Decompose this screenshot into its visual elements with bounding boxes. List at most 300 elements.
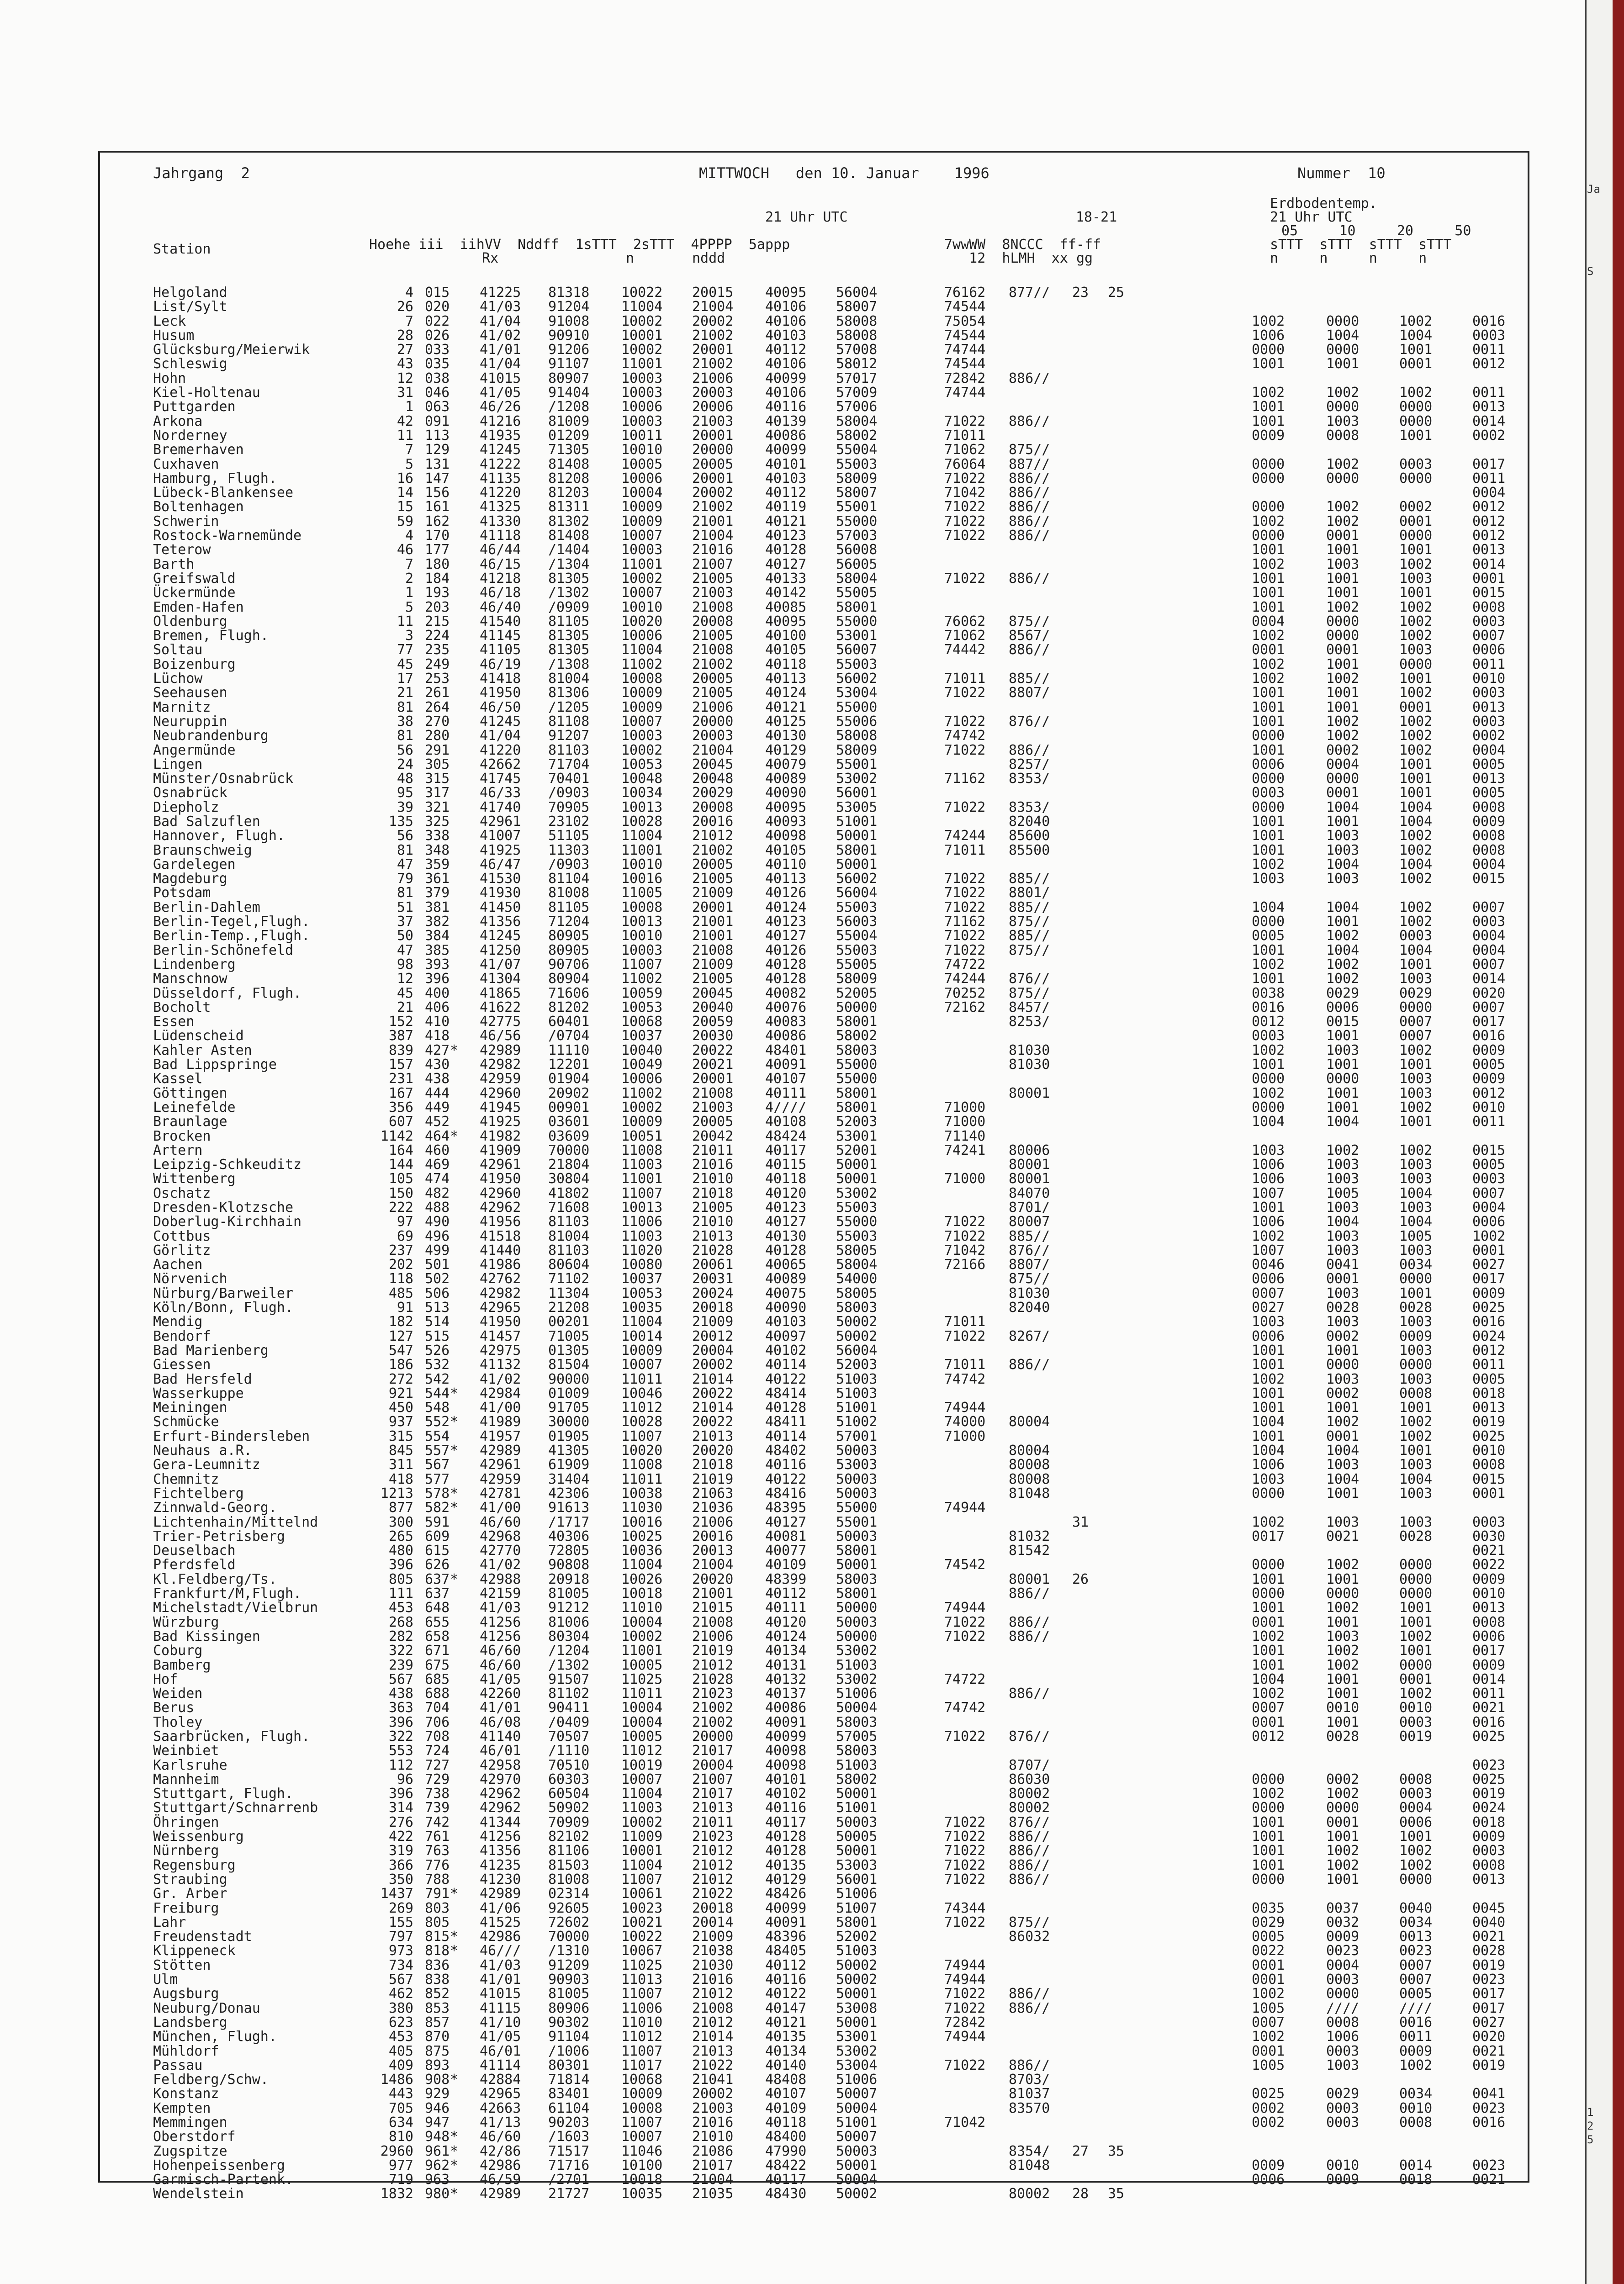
soil-temp-10: 1003 <box>1326 1285 1360 1301</box>
group-7wwww: 71022 <box>944 899 986 915</box>
soil-temp-50: 0012 <box>1472 513 1506 529</box>
table-row <box>153 1900 1506 1916</box>
soil-temp-50: 0007 <box>1472 899 1506 915</box>
group-2sttt: 20002 <box>692 313 734 329</box>
group-1sttt: 10010 <box>621 442 663 458</box>
group-4pppp: 40098 <box>765 1743 807 1759</box>
group-8nccc: 885// <box>1009 671 1050 687</box>
group-2sttt: 21006 <box>692 1628 734 1644</box>
group-nddff: 70909 <box>548 1814 590 1830</box>
soil-temp-05: 1001 <box>1252 842 1285 858</box>
group-1sttt: 11011 <box>621 1371 663 1387</box>
group-1sttt: 10022 <box>621 1929 663 1945</box>
table-row <box>153 2100 1506 2116</box>
soil-temp-50: 0012 <box>1472 1342 1506 1359</box>
soil-temp-05: 1003 <box>1252 871 1285 887</box>
table-row <box>153 1228 1506 1244</box>
station-height: 43 <box>397 356 413 372</box>
group-2sttt: 21013 <box>692 1428 734 1444</box>
group-iihvv: 41330 <box>480 513 521 529</box>
group-2sttt: 21005 <box>692 570 734 587</box>
group-8nccc: 876// <box>1009 1728 1050 1745</box>
group-4pppp: 40103 <box>765 1314 807 1330</box>
group-4pppp: 40098 <box>765 828 807 844</box>
table-row <box>153 685 1506 701</box>
group-1sttt: 10005 <box>621 1657 663 1673</box>
group-2sttt: 21006 <box>692 370 734 386</box>
station-id: 113 <box>425 427 450 444</box>
station-id: 379 <box>425 885 450 901</box>
soil-temp-10: 1001 <box>1326 542 1360 558</box>
station-name: Bendorf <box>153 1328 211 1344</box>
group-2sttt: 21002 <box>692 1700 734 1716</box>
group-5appp: 50003 <box>836 1814 878 1830</box>
soil-temp-10: 1003 <box>1326 1371 1360 1387</box>
station-height: 95 <box>397 785 413 801</box>
soil-temp-20: 1001 <box>1399 585 1433 601</box>
station-id: 637 <box>425 1571 450 1587</box>
soil-temp-50: 0019 <box>1472 1786 1506 1802</box>
group-5appp: 55003 <box>836 899 878 915</box>
group-7wwww: 71011 <box>944 671 986 687</box>
group-7wwww: 71022 <box>944 2000 986 2016</box>
group-1sttt: 11010 <box>621 1600 663 1616</box>
soil-temp-05: 0000 <box>1252 499 1285 515</box>
soil-temp-05: 0000 <box>1252 456 1285 472</box>
group-5appp: 51006 <box>836 1686 878 1702</box>
station-table <box>153 285 1506 2202</box>
soil-temp-10: 0001 <box>1326 1271 1360 1287</box>
group-1sttt: 10003 <box>621 385 663 401</box>
group-2sttt: 21001 <box>692 1586 734 1602</box>
soil-temp-50: 0018 <box>1472 1814 1506 1830</box>
station-height: 105 <box>388 1171 413 1187</box>
group-4pppp: 40091 <box>765 1057 807 1073</box>
station-id: 724 <box>425 1743 450 1759</box>
station-id: 026 <box>425 327 450 344</box>
table-row <box>153 1214 1506 1230</box>
group-1sttt: 10004 <box>621 1614 663 1630</box>
group-5appp: 58003 <box>836 1571 878 1587</box>
station-id: 382 <box>425 914 450 930</box>
group-nddff: 81103 <box>548 1214 590 1230</box>
table-row <box>153 1786 1506 1802</box>
soil-temp-20: 1002 <box>1399 1142 1433 1158</box>
group-1sttt: 10016 <box>621 1514 663 1530</box>
station-name: Leinefelde <box>153 1099 236 1116</box>
group-iihvv: 41865 <box>480 985 521 1001</box>
group-4pppp: 40123 <box>765 1200 807 1216</box>
station-name: Husum <box>153 327 195 344</box>
group-nddff: 81103 <box>548 742 590 758</box>
station-height: 45 <box>397 985 413 1001</box>
soil-temp-50: 0041 <box>1472 2086 1506 2102</box>
soil-temp-05: 1001 <box>1252 413 1285 429</box>
soil-temp-05: 0000 <box>1252 1557 1285 1573</box>
group-iihvv: 41450 <box>480 899 521 915</box>
group-4pppp: 48411 <box>765 1414 807 1430</box>
table-row <box>153 1271 1506 1287</box>
table-row <box>153 1057 1506 1073</box>
soil-temp-20: 1001 <box>1399 427 1433 444</box>
group-2sttt: 21006 <box>692 699 734 715</box>
group-1sttt: 11007 <box>621 2115 663 2131</box>
soil-temp-20: 0003 <box>1399 928 1433 944</box>
group-2sttt: 20022 <box>692 1414 734 1430</box>
table-row <box>153 427 1506 444</box>
soil-temp-50: 0001 <box>1472 1242 1506 1258</box>
soil-temp-50: 0001 <box>1472 1485 1506 1502</box>
group-iihvv: 42662 <box>480 756 521 772</box>
group-2sttt: 21002 <box>692 1714 734 1730</box>
group-5appp: 56008 <box>836 542 878 558</box>
soil-temp-50: 0024 <box>1472 1800 1506 1816</box>
group-4pppp: 40147 <box>765 2000 807 2016</box>
group-7wwww: 71022 <box>944 942 986 958</box>
group-4pppp: 40102 <box>765 1342 807 1359</box>
station-name: Teterow <box>153 542 211 558</box>
station-name: Deuselbach <box>153 1543 236 1559</box>
soil-temp-50: 0003 <box>1472 713 1506 730</box>
soil-temp-05: 1001 <box>1252 1843 1285 1859</box>
soil-temp-10: 0009 <box>1326 1929 1360 1945</box>
station-name: Weinbiet <box>153 1743 219 1759</box>
group-5appp: 58003 <box>836 1300 878 1316</box>
group-nddff: /1110 <box>548 1743 590 1759</box>
station-height: 839 <box>388 1042 413 1058</box>
group-7wwww: 71022 <box>944 1986 986 2002</box>
soil-temp-20: 0001 <box>1399 1671 1433 1687</box>
table-row <box>153 713 1506 730</box>
group-8nccc: 875// <box>1009 1271 1050 1287</box>
station-id: 249 <box>425 656 450 672</box>
group-2sttt: 20024 <box>692 1285 734 1301</box>
group-2sttt: 20020 <box>692 1443 734 1459</box>
col-ww2: 12 hLMH xx gg <box>944 250 1093 266</box>
group-8nccc: 81037 <box>1009 2086 1050 2102</box>
soil-temp-05: 0000 <box>1252 342 1285 358</box>
mountain-marker: * <box>450 1571 459 1587</box>
soil-temp-10: 0000 <box>1326 1071 1360 1087</box>
soil-temp-05: 0009 <box>1252 427 1285 444</box>
table-row <box>153 1443 1506 1459</box>
group-8nccc: 8807/ <box>1009 1257 1050 1273</box>
station-height: 396 <box>388 1714 413 1730</box>
station-id: 038 <box>425 370 450 386</box>
group-5appp: 50004 <box>836 2172 878 2188</box>
table-row <box>153 585 1506 601</box>
table-row <box>153 356 1506 372</box>
group-1sttt: 10022 <box>621 285 663 301</box>
station-name: Tholey <box>153 1714 203 1730</box>
station-height: 37 <box>397 914 413 930</box>
station-name: Magdeburg <box>153 871 227 887</box>
soil-temp-50: 0013 <box>1472 771 1506 787</box>
soil-temp-20: 1002 <box>1399 728 1433 744</box>
station-name: Schwerin <box>153 513 219 529</box>
group-1sttt: 11004 <box>621 1786 663 1802</box>
group-5appp: 50004 <box>836 1700 878 1716</box>
group-iihvv: 41114 <box>480 2057 521 2073</box>
group-4pppp: 40118 <box>765 2115 807 2131</box>
group-nddff: 81318 <box>548 285 590 301</box>
group-7wwww: 74244 <box>944 971 986 987</box>
soil-temp-05: 1001 <box>1252 570 1285 587</box>
group-nddff: 30804 <box>548 1171 590 1187</box>
station-height: 16 <box>397 470 413 486</box>
station-id: 948 <box>425 2129 450 2145</box>
group-2sttt: 20001 <box>692 1071 734 1087</box>
station-height: 21 <box>397 999 413 1015</box>
soil-temp-05: 0000 <box>1252 914 1285 930</box>
table-row <box>153 1085 1506 1101</box>
group-4pppp: 48426 <box>765 1886 807 1902</box>
station-name: Bad Lippspringe <box>153 1057 277 1073</box>
station-id: 193 <box>425 585 450 601</box>
group-1sttt: 11001 <box>621 356 663 372</box>
station-name: Berlin-Dahlem <box>153 899 260 915</box>
group-iihvv: 42960 <box>480 1085 521 1101</box>
soil-temp-10: 1005 <box>1326 1185 1360 1201</box>
group-7wwww: 71022 <box>944 742 986 758</box>
soil-temp-10: 1001 <box>1326 1671 1360 1687</box>
group-4pppp: 48401 <box>765 1042 807 1058</box>
mountain-marker: * <box>450 1500 459 1516</box>
group-7wwww: 74544 <box>944 327 986 344</box>
station-height: 705 <box>388 2100 413 2116</box>
group-4pppp: 40137 <box>765 1686 807 1702</box>
table-row <box>153 1514 1506 1530</box>
station-id: 655 <box>425 1614 450 1630</box>
group-1sttt: 10005 <box>621 456 663 472</box>
soil-temp-10: 0004 <box>1326 756 1360 772</box>
station-height: 4 <box>405 528 413 544</box>
table-row <box>153 813 1506 830</box>
station-height: 322 <box>388 1728 413 1745</box>
station-id: 203 <box>425 599 450 615</box>
soil-temp-20: 1003 <box>1399 1342 1433 1359</box>
group-nddff: 91404 <box>548 385 590 401</box>
mountain-marker: * <box>450 2072 459 2088</box>
group-2sttt: 21028 <box>692 1242 734 1258</box>
group-5appp: 50003 <box>836 1614 878 1630</box>
group-8nccc: 876// <box>1009 1242 1050 1258</box>
soil-temp-10: 1002 <box>1326 1657 1360 1673</box>
group-7wwww: 71022 <box>944 1857 986 1873</box>
station-name: Bad Hersfeld <box>153 1371 252 1387</box>
wind-xx: 28 <box>1072 2186 1089 2202</box>
group-8nccc: 886// <box>1009 742 1050 758</box>
group-iihvv: 41930 <box>480 885 521 901</box>
group-2sttt: 21008 <box>692 599 734 615</box>
table-row <box>153 1185 1506 1201</box>
group-7wwww: 71011 <box>944 427 986 444</box>
group-4pppp: 40122 <box>765 1986 807 2002</box>
group-nddff: 40306 <box>548 1528 590 1544</box>
soil-temp-10: 1001 <box>1326 1400 1360 1416</box>
soil-temp-50: 0025 <box>1472 1428 1506 1444</box>
soil-temp-05: 0000 <box>1252 1800 1285 1816</box>
station-name: Neubrandenburg <box>153 728 269 744</box>
group-5appp: 50001 <box>836 1986 878 2002</box>
group-8nccc: 8257/ <box>1009 756 1050 772</box>
group-4pppp: 40128 <box>765 1829 807 1845</box>
soil-temp-10: 1003 <box>1326 871 1360 887</box>
soil-temp-50: 0007 <box>1472 1185 1506 1201</box>
table-row <box>153 2130 1478 2144</box>
group-4pppp: 40105 <box>765 642 807 658</box>
group-7wwww: 71022 <box>944 1214 986 1230</box>
group-2sttt: 21019 <box>692 1643 734 1659</box>
table-row <box>153 699 1506 715</box>
soil-temp-50: 0005 <box>1472 1371 1506 1387</box>
group-nddff: 42306 <box>548 1485 590 1502</box>
group-7wwww: 71022 <box>944 1829 986 1845</box>
group-2sttt: 21017 <box>692 1743 734 1759</box>
group-5appp: 54000 <box>836 1271 878 1287</box>
soil-temp-10: 1003 <box>1326 1200 1360 1216</box>
group-iihvv: 42762 <box>480 1271 521 1287</box>
soil-temp-05: 0000 <box>1252 1099 1285 1116</box>
group-8nccc: 8701/ <box>1009 1200 1050 1216</box>
table-row <box>153 1171 1506 1187</box>
group-2sttt: 21016 <box>692 542 734 558</box>
group-1sttt: 10013 <box>621 1200 663 1216</box>
soil-temp-50: 0011 <box>1472 1114 1506 1130</box>
group-nddff: /0903 <box>548 785 590 801</box>
station-id: 131 <box>425 456 450 472</box>
group-4pppp: 48400 <box>765 2129 807 2145</box>
station-height: 56 <box>397 828 413 844</box>
station-name: Lingen <box>153 756 203 772</box>
group-4pppp: 40142 <box>765 585 807 601</box>
group-7wwww: 76162 <box>944 285 986 301</box>
soil-temp-20: 1004 <box>1399 799 1433 815</box>
table-row <box>153 1142 1506 1158</box>
group-7wwww: 71022 <box>944 413 986 429</box>
group-nddff: 81104 <box>548 871 590 887</box>
group-iihvv: 41909 <box>480 1142 521 1158</box>
soil-temp-05: 0000 <box>1252 470 1285 486</box>
station-name: Leck <box>153 313 186 329</box>
station-id: 156 <box>425 485 450 501</box>
group-nddff: 70507 <box>548 1728 590 1745</box>
soil-temp-10: 1003 <box>1326 1628 1360 1644</box>
group-7wwww: 71022 <box>944 713 986 730</box>
group-nddff: 70905 <box>548 799 590 815</box>
group-4pppp: 40123 <box>765 914 807 930</box>
station-name: Bamberg <box>153 1657 211 1673</box>
group-4pppp: 40112 <box>765 485 807 501</box>
group-4pppp: 48430 <box>765 2186 807 2202</box>
station-id: 742 <box>425 1814 450 1830</box>
station-name: Hannover, Flugh. <box>153 828 285 844</box>
soil-temp-20: 0008 <box>1399 1771 1433 1787</box>
group-nddff: 20902 <box>548 1085 590 1101</box>
station-height: 7 <box>405 556 413 572</box>
soil-temp-20: 1002 <box>1399 914 1433 930</box>
group-4pppp: 40106 <box>765 299 807 315</box>
group-5appp: 53002 <box>836 1643 878 1659</box>
group-2sttt: 21003 <box>692 585 734 601</box>
col-sttt: sTTT sTTT sTTT sTTT <box>1270 237 1452 253</box>
group-4pppp: 48405 <box>765 1943 807 1959</box>
soil-temp-50: 0008 <box>1472 842 1506 858</box>
group-5appp: 55003 <box>836 656 878 672</box>
group-nddff: 92605 <box>548 1900 590 1916</box>
group-5appp: 51006 <box>836 2072 878 2088</box>
group-iihvv: 42989 <box>480 1443 521 1459</box>
group-5appp: 55000 <box>836 513 878 529</box>
group-iihvv: 42988 <box>480 1571 521 1587</box>
group-nddff: 91107 <box>548 356 590 372</box>
station-id: 384 <box>425 928 450 944</box>
group-nddff: 60303 <box>548 1771 590 1787</box>
station-name: Köln/Bonn, Flugh. <box>153 1300 294 1316</box>
group-nddff: /1205 <box>548 699 590 715</box>
wind-gg: 25 <box>1108 285 1125 301</box>
group-7wwww: 74744 <box>944 342 986 358</box>
table-row <box>153 542 1506 558</box>
group-iihvv: 42959 <box>480 1071 521 1087</box>
group-8nccc: 85500 <box>1009 842 1050 858</box>
station-height: 480 <box>388 1543 413 1559</box>
group-2sttt: 21002 <box>692 842 734 858</box>
soil-temp-10: 1002 <box>1326 1557 1360 1573</box>
group-4pppp: 40126 <box>765 885 807 901</box>
station-name: Straubing <box>153 1871 227 1887</box>
station-id: 836 <box>425 1957 450 1973</box>
station-id: 348 <box>425 842 450 858</box>
station-id: 648 <box>425 1600 450 1616</box>
group-iihvv: 41/13 <box>480 2115 521 2131</box>
group-nddff: 01209 <box>548 427 590 444</box>
table-row <box>153 2029 1506 2045</box>
group-1sttt: 10009 <box>621 1114 663 1130</box>
station-name: Feldberg/Schw. <box>153 2072 269 2088</box>
soil-temp-50: 0004 <box>1472 1200 1506 1216</box>
station-id: 035 <box>425 356 450 372</box>
table-row <box>153 570 1506 587</box>
soil-temp-05: 0001 <box>1252 1957 1285 1973</box>
group-8nccc: 86032 <box>1009 1929 1050 1945</box>
station-height: 28 <box>397 327 413 344</box>
station-id: 022 <box>425 313 450 329</box>
soil-temp-10: 1002 <box>1326 1643 1360 1659</box>
group-iihvv: 46/40 <box>480 599 521 615</box>
soil-temp-50: 0014 <box>1472 971 1506 987</box>
station-id: 359 <box>425 856 450 872</box>
station-height: 311 <box>388 1457 413 1473</box>
group-1sttt: 11002 <box>621 971 663 987</box>
group-4pppp: 40128 <box>765 956 807 973</box>
soil-temp-10: 1002 <box>1326 1414 1360 1430</box>
mountain-marker: * <box>450 1886 459 1902</box>
group-5appp: 50002 <box>836 2186 878 2202</box>
soil-temp-10: 0010 <box>1326 2157 1360 2173</box>
soil-temp-20: 0000 <box>1399 999 1433 1015</box>
table-row <box>153 1671 1506 1687</box>
group-7wwww: 71062 <box>944 628 986 644</box>
book-spine <box>1613 0 1624 2284</box>
group-2sttt: 21030 <box>692 1957 734 1973</box>
group-2sttt: 21017 <box>692 2157 734 2173</box>
group-1sttt: 10003 <box>621 542 663 558</box>
soil-temp-50: 0016 <box>1472 1028 1506 1044</box>
group-1sttt: 11004 <box>621 1857 663 1873</box>
soil-temp-05: 0016 <box>1252 999 1285 1015</box>
group-2sttt: 20000 <box>692 1728 734 1745</box>
